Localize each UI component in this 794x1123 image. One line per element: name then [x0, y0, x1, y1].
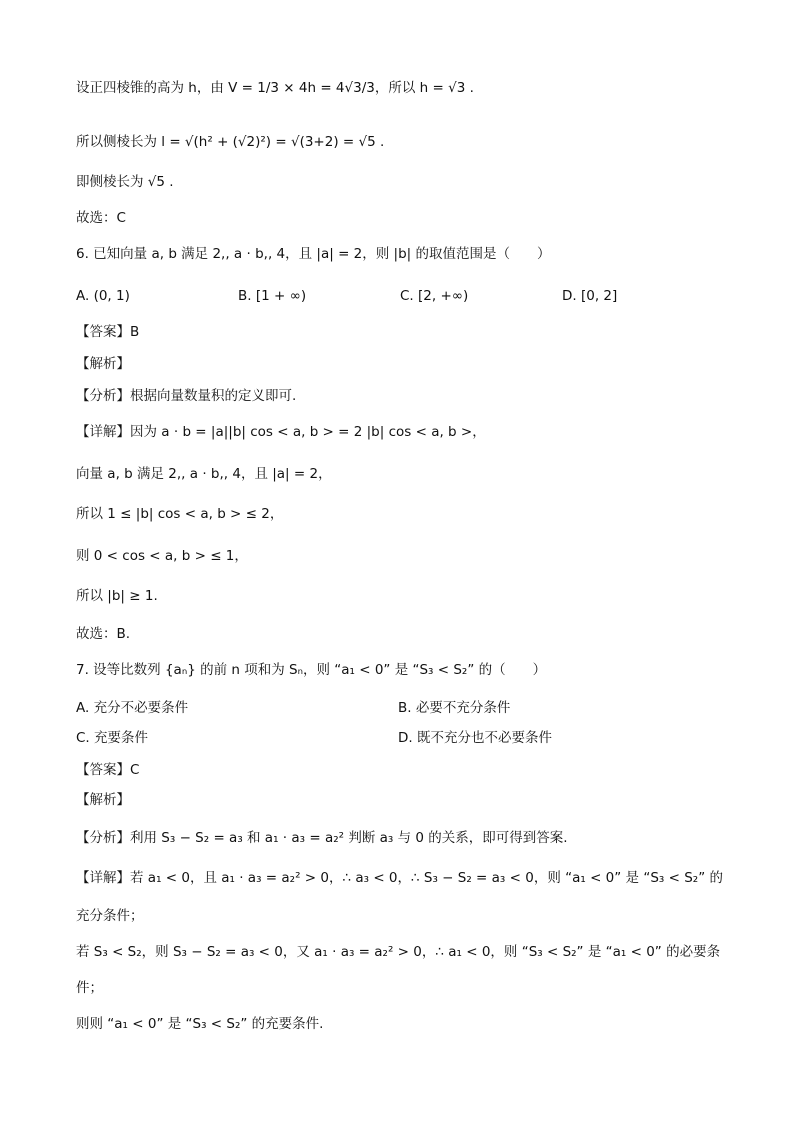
solution5-height-line: 设正四棱锥的高为 h，由 V = 1/3 × 4h = 4√3/3，所以 h = √3 . [76, 80, 474, 96]
question6-detail-2: 向量 a, b 满足 2,, a · b,, 4，且 |a| = 2， [76, 466, 332, 482]
question7-detail-4: 件； [76, 980, 103, 996]
question7-answer: 【答案】C [76, 762, 140, 778]
question6-analysis-heading: 【解析】 [76, 356, 130, 372]
question6-option-c: C. [2, +∞) [400, 288, 469, 304]
question6-detail-5: 所以 |b| ≥ 1. [76, 588, 158, 604]
question6-choice: 故选：B. [76, 626, 131, 642]
question7-analysis: 【分析】利用 S₃ − S₂ = a₃ 和 a₁ · a₃ = a₂² 判断 a₃ 与 0 的关系，即可得到答案. [76, 830, 568, 846]
solution5-lateral-edge-line: 所以侧棱长为 l = √(h² + (√2)²) = √(3+2) = √5 . [76, 134, 385, 150]
question7-option-c: C. 充要条件 [76, 730, 149, 746]
question6-detail-3: 所以 1 ≤ |b| cos < a, b > ≤ 2， [76, 506, 284, 522]
question7-detail-5: 则则 “a₁ < 0” 是 “S₃ < S₂” 的充要条件. [76, 1016, 324, 1032]
question7-option-d: D. 既不充分也不必要条件 [398, 730, 552, 746]
question7-detail-2: 充分条件； [76, 908, 144, 924]
question7-option-b: B. 必要不充分条件 [398, 700, 511, 716]
question6-option-b: B. [1 + ∞) [238, 288, 307, 304]
question6-stem: 6. 已知向量 a, b 满足 2,, a · b,, 4，且 |a| = 2，则 |b| 的取值范围是（ ） [76, 246, 551, 262]
question7-stem: 7. 设等比数列 {aₙ} 的前 n 项和为 Sₙ，则 “a₁ < 0” 是 “S₃ < S₂” 的（ ） [76, 662, 547, 678]
solution5-conclusion-line: 即侧棱长为 √5 . [76, 174, 174, 190]
question7-detail-1: 【详解】若 a₁ < 0，且 a₁ · a₃ = a₂² > 0，∴ a₃ < 0，∴ S₃ − S₂ = a₃ < 0，则 “a₁ < 0” 是 “S₃ < S₂” 的 [76, 870, 723, 886]
question7-option-a: A. 充分不必要条件 [76, 700, 189, 716]
question6-detail-1: 【详解】因为 a · b = |a||b| cos < a, b > = 2 |b| cos < a, b >， [76, 424, 486, 440]
question6-detail-4: 则 0 < cos < a, b > ≤ 1， [76, 548, 248, 564]
question6-analysis: 【分析】根据向量数量积的定义即可. [76, 388, 297, 404]
question7-detail-3: 若 S₃ < S₂，则 S₃ − S₂ = a₃ < 0，又 a₁ · a₃ = a₂² > 0，∴ a₁ < 0，则 “S₃ < S₂” 是 “a₁ < 0” 的必要条 [76, 944, 721, 960]
question6-answer: 【答案】B [76, 324, 140, 340]
question6-option-d: D. [0, 2] [562, 288, 618, 304]
solution5-choice-line: 故选：C [76, 210, 126, 226]
question7-analysis-heading: 【解析】 [76, 792, 130, 808]
question6-option-a: A. (0, 1) [76, 288, 130, 304]
